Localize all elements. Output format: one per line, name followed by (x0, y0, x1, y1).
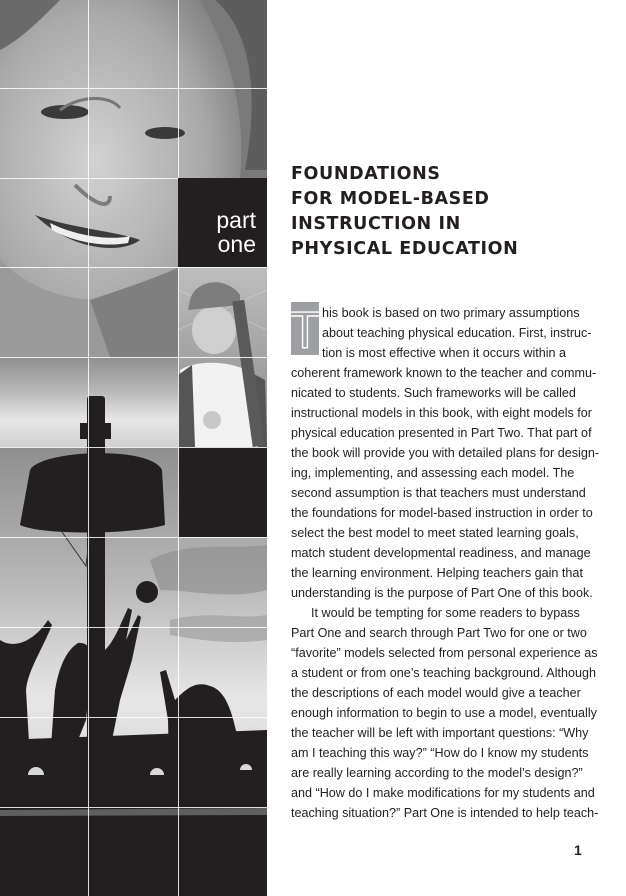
text-line: the book will provide you with detailed plans for design- (291, 446, 600, 460)
title-line: FOR MODEL-BASED (291, 189, 490, 209)
page-number: 1 (574, 842, 582, 858)
text-line: teaching situation?” Part One is intended to help teach- (291, 806, 599, 820)
text-line: Part One and search through Part Two for one or two (291, 626, 587, 640)
paragraph-1 (291, 303, 600, 603)
text-line: second assumption is that teachers must understand (291, 486, 586, 500)
text-line: enough information to begin to use a model, eventually (291, 706, 597, 720)
text-line: and “How do I make modifications for my students and (291, 786, 595, 800)
grid-line-horizontal (0, 717, 267, 718)
grid-line-horizontal (0, 88, 267, 89)
text-line: am I teaching this way?” “How do I know my students (291, 746, 589, 760)
body-text (291, 303, 600, 823)
chapter-title (291, 162, 518, 262)
paragraph-2 (291, 603, 599, 823)
text-line: his book is based on two primary assumptions (322, 306, 580, 320)
photo-collage-panel (0, 0, 267, 896)
text-line: the teacher will be left with important questions: “Why (291, 726, 589, 740)
title-line: FOUNDATIONS (291, 164, 441, 184)
text-line: ing, implementing, and assessing each model. The (291, 466, 575, 480)
text-line: are really learning according to the model’s design?” (291, 766, 583, 780)
text-line: select the best model to meet stated learning goals, (291, 526, 579, 540)
part-label-line1: part (216, 207, 256, 233)
title-line: PHYSICAL EDUCATION (291, 239, 519, 259)
text-line: It would be tempting for some readers to bypass (311, 606, 580, 620)
grid-line-horizontal (0, 627, 267, 628)
text-line: about teaching physical education. First, instruc- (322, 326, 592, 340)
grid-line-vertical (88, 0, 89, 896)
text-line: a student or from one’s teaching background. Although (291, 666, 597, 680)
grid-line-horizontal (0, 357, 267, 358)
drop-cap-letter: T (289, 302, 321, 360)
part-label-line2: one (217, 231, 256, 257)
text-line: tion is most effective when it occurs within a (322, 346, 567, 360)
part-label (216, 208, 256, 256)
grid-line-horizontal (0, 807, 267, 808)
text-line: physical education presented in Part Two. That part of (291, 426, 592, 440)
text-line: nicated to students. Such frameworks will be called (291, 386, 576, 400)
title-line: INSTRUCTION IN (291, 214, 461, 234)
grid-line-horizontal (0, 447, 267, 448)
text-line: the descriptions of each model would give a teacher (291, 686, 581, 700)
text-line: coherent framework known to the teacher and commu- (291, 366, 597, 380)
text-line: “favorite” models selected from personal experience as (291, 646, 598, 660)
grid-line-vertical (178, 0, 179, 896)
grid-line-horizontal (0, 537, 267, 538)
photo-collage (0, 0, 267, 896)
text-line: the foundations for model-based instruction in order to (291, 506, 593, 520)
text-line: instructional models in this book, with eight models for (291, 406, 592, 420)
text-line: the learning environment. Helping teachers gain that (291, 566, 583, 580)
text-line: match student developmental readiness, and manage (291, 546, 591, 560)
grid-line-horizontal (0, 267, 267, 268)
part-label-box (178, 178, 267, 267)
text-line: understanding is the purpose of Part One of this book. (291, 586, 593, 600)
